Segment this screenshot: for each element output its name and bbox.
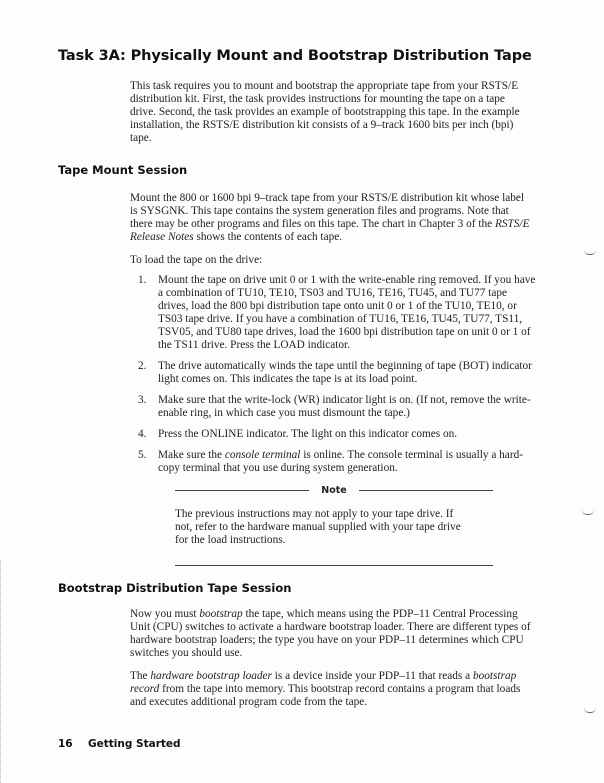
- step-number: 5.: [138, 449, 147, 461]
- intro-paragraph: [130, 80, 530, 145]
- bootstrap-record-term: bootstrap record: [130, 670, 517, 695]
- section-heading-bootstrap: Bootstrap Distribution Tape Session: [58, 581, 292, 595]
- bootstrap-paragraphs: [130, 608, 536, 709]
- bootstrap-term: bootstrap: [199, 608, 243, 620]
- page-footer: [58, 738, 181, 750]
- list-item: [130, 360, 540, 386]
- step-text: Mount the tape on drive unit 0 or 1 with the write-enable ring removed. If you have a combination of TU10, TE10, TS03 and TU16, TE16, TU45, and TU77 tape drives, load the 800 bpi distribution tape onto unit 0 or 1 of the TU10, TE10, or TS03 tape drive. If you have a combination of TU16, TE16, TU45, TU77, TS11, TSV05, and TU80 tape drives, load the 1600 bpi distribution tape on unit 0 or 1 of the TS11 drive. Press the LOAD indicator.: [158, 274, 536, 351]
- note-header: [175, 482, 493, 498]
- note-box: [175, 482, 493, 566]
- section-heading-tape-mount: Tape Mount Session: [58, 163, 188, 177]
- list-item: [130, 428, 540, 441]
- margin-mark: [584, 250, 596, 255]
- step-text-a: Make sure the: [158, 449, 225, 461]
- note-rule-right: [359, 490, 493, 491]
- bootstrap-p2: [130, 670, 536, 709]
- intro-text: This task requires you to mount and bootstrap the appropriate tape from your RSTS/E distribution kit. First, the task provides instructions for mounting the tape on a tape drive. Second, the task provides an example of bootstrapping this tape. In the example installation, the RSTS/E distribution kit consists of a 9–track 1600 bits per inch (bpi) tape.: [130, 80, 520, 144]
- console-terminal-term: console terminal: [224, 449, 301, 461]
- note-rule-bottom: [175, 565, 493, 566]
- step-number: 4.: [138, 428, 147, 440]
- step-text: Make sure that the write-lock (WR) indicator light is on. (If not, remove the write-enable ring, in which case you must dismount the tape.): [158, 394, 531, 419]
- step-text: The drive automatically winds the tape until the beginning of tape (BOT) indicator light comes on. This indicates the tape is at its load point.: [158, 360, 532, 385]
- step-number: 3.: [138, 394, 147, 406]
- steps-list: [130, 274, 540, 483]
- page-edge: [0, 560, 2, 783]
- list-item: [130, 449, 540, 475]
- step-text: [158, 449, 523, 474]
- mount-paragraph: [130, 192, 530, 267]
- note-label: Note: [321, 484, 347, 496]
- footer-section: Getting Started: [88, 738, 181, 750]
- margin-mark: [582, 510, 594, 515]
- bootstrap-p1-a: Now you must: [130, 608, 200, 620]
- step-number: 1.: [138, 274, 147, 286]
- step-text: Press the ONLINE indicator. The light on this indicator comes on.: [158, 428, 458, 440]
- lead-in-text: To load the tape on the drive:: [130, 254, 263, 266]
- mount-text-a: Mount the 800 or 1600 bpi 9–track tape from your RSTS/E distribution kit whose label is SYSGNK. This tape contains the system generation files and programs. Note that there may be other programs and files on this tape. The chart in Chapter 3 of the: [130, 192, 525, 230]
- hardware-loader-term: hardware bootstrap loader: [150, 670, 272, 682]
- bootstrap-p2-a: The: [130, 670, 151, 682]
- bootstrap-p2-c: from the tape into memory. This bootstrap record contains a program that loads and executes additional program code from the tape.: [130, 683, 521, 708]
- list-item: [130, 394, 540, 420]
- bootstrap-p1: [130, 608, 536, 660]
- bootstrap-p1-b: the tape, which means using the PDP–11 Central Processing Unit (CPU) switches to activate a hardware bootstrap loader. There are different types of hardware bootstrap loaders; the type you have on your PDP–11 determines which CPU switches you should use.: [130, 608, 531, 659]
- page-title: Task 3A: Physically Mount and Bootstrap Distribution Tape: [58, 48, 532, 64]
- margin-mark: [584, 708, 596, 713]
- note-text: The previous instructions may not apply to your tape drive. If not, refer to the hardware manual supplied with your tape drive for the load instructions.: [175, 508, 461, 546]
- step-text-b: is online. The console terminal is usually a hard-copy terminal that you use during system generation.: [158, 449, 523, 474]
- mount-text-b: shows the contents of each tape.: [193, 231, 343, 243]
- note-rule-left: [175, 490, 309, 491]
- release-notes-title: RSTS/E Release Notes: [130, 218, 530, 243]
- bootstrap-p2-b: is a device inside your PDP–11 that reads a: [271, 670, 473, 682]
- page-number: 16: [58, 738, 73, 750]
- list-item: [130, 274, 540, 352]
- step-number: 2.: [138, 360, 147, 372]
- mount-text: [130, 192, 530, 244]
